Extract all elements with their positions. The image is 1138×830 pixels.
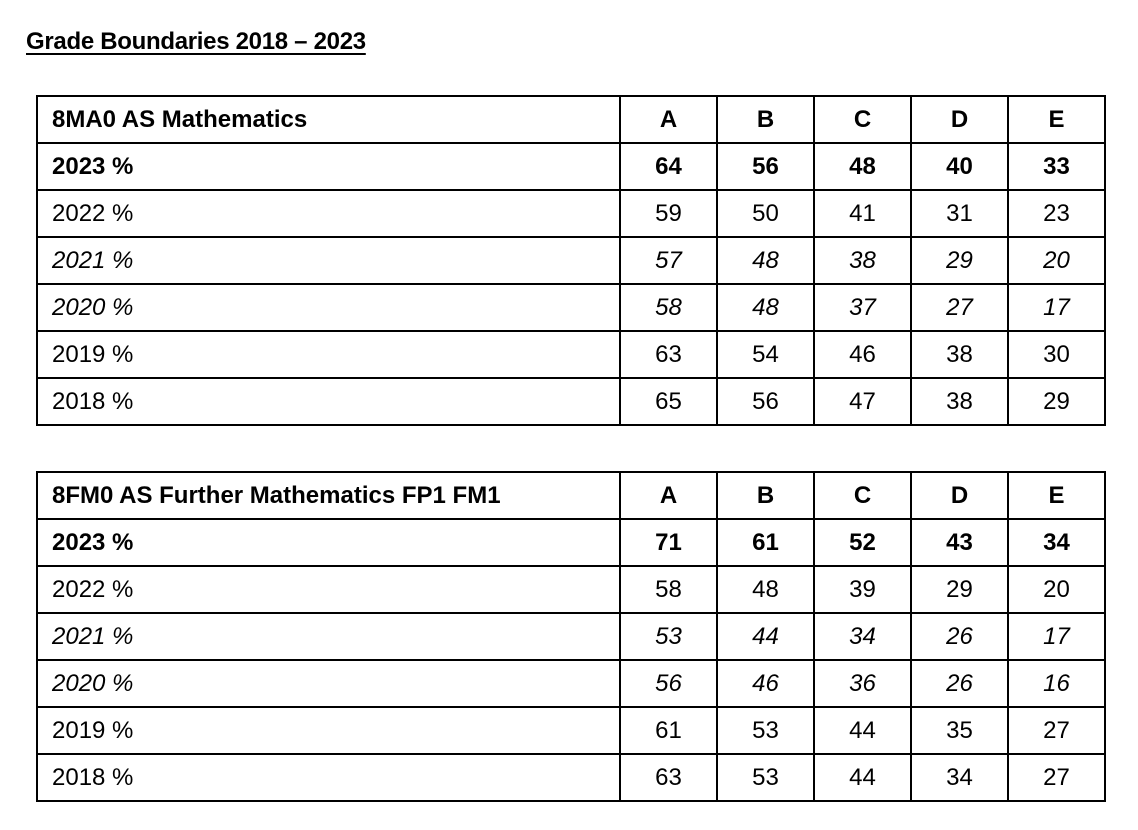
grade-header: B (717, 96, 814, 143)
boundary-value: 26 (911, 660, 1008, 707)
boundary-value: 65 (620, 378, 717, 425)
boundary-value: 57 (620, 237, 717, 284)
grade-header: C (814, 472, 911, 519)
boundary-value: 23 (1008, 190, 1105, 237)
grade-header: C (814, 96, 911, 143)
table-row (37, 566, 1105, 613)
table-row (37, 707, 1105, 754)
grade-header: A (620, 96, 717, 143)
boundary-value: 34 (911, 754, 1008, 801)
boundary-value: 33 (1008, 143, 1105, 190)
boundary-value: 36 (814, 660, 911, 707)
year-label: 2022 % (37, 566, 620, 613)
boundary-value: 16 (1008, 660, 1105, 707)
grade-table-8ma0 (36, 95, 1106, 426)
year-label: 2021 % (37, 613, 620, 660)
boundary-value: 48 (814, 143, 911, 190)
year-label: 2021 % (37, 237, 620, 284)
boundary-value: 35 (911, 707, 1008, 754)
year-label: 2022 % (37, 190, 620, 237)
table-header-row (37, 96, 1105, 143)
boundary-value: 53 (717, 754, 814, 801)
boundary-value: 20 (1008, 566, 1105, 613)
table-title: 8MA0 AS Mathematics (37, 96, 620, 143)
grade-table-8fm0 (36, 471, 1106, 802)
boundary-value: 48 (717, 284, 814, 331)
boundary-value: 27 (911, 284, 1008, 331)
boundary-value: 58 (620, 566, 717, 613)
boundary-value: 44 (717, 613, 814, 660)
boundary-value: 48 (717, 566, 814, 613)
boundary-value: 27 (1008, 754, 1105, 801)
table-row (37, 519, 1105, 566)
boundary-value: 56 (717, 143, 814, 190)
year-label: 2020 % (37, 660, 620, 707)
boundary-value: 61 (717, 519, 814, 566)
boundary-value: 56 (620, 660, 717, 707)
boundary-value: 17 (1008, 284, 1105, 331)
table-row (37, 237, 1105, 284)
boundary-value: 63 (620, 754, 717, 801)
table-row (37, 190, 1105, 237)
boundary-value: 48 (717, 237, 814, 284)
boundary-value: 50 (717, 190, 814, 237)
boundary-value: 63 (620, 331, 717, 378)
year-label: 2023 % (37, 143, 620, 190)
table-row (37, 284, 1105, 331)
grade-header: D (911, 96, 1008, 143)
year-label: 2019 % (37, 331, 620, 378)
boundary-value: 44 (814, 707, 911, 754)
boundary-value: 27 (1008, 707, 1105, 754)
boundary-value: 30 (1008, 331, 1105, 378)
table-title: 8FM0 AS Further Mathematics FP1 FM1 (37, 472, 620, 519)
boundary-value: 26 (911, 613, 1008, 660)
boundary-value: 38 (911, 331, 1008, 378)
table-row (37, 754, 1105, 801)
grade-header: D (911, 472, 1008, 519)
boundary-value: 34 (814, 613, 911, 660)
boundary-value: 37 (814, 284, 911, 331)
boundary-value: 29 (911, 566, 1008, 613)
boundary-value: 39 (814, 566, 911, 613)
year-label: 2019 % (37, 707, 620, 754)
boundary-value: 46 (814, 331, 911, 378)
year-label: 2018 % (37, 754, 620, 801)
boundary-value: 46 (717, 660, 814, 707)
boundary-value: 29 (1008, 378, 1105, 425)
boundary-value: 31 (911, 190, 1008, 237)
boundary-value: 71 (620, 519, 717, 566)
boundary-value: 53 (717, 707, 814, 754)
table-row (37, 331, 1105, 378)
boundary-value: 17 (1008, 613, 1105, 660)
grade-header: B (717, 472, 814, 519)
table-row (37, 143, 1105, 190)
boundary-value: 43 (911, 519, 1008, 566)
boundary-value: 54 (717, 331, 814, 378)
boundary-value: 61 (620, 707, 717, 754)
table-row (37, 378, 1105, 425)
boundary-value: 40 (911, 143, 1008, 190)
year-label: 2023 % (37, 519, 620, 566)
boundary-value: 56 (717, 378, 814, 425)
boundary-value: 38 (814, 237, 911, 284)
boundary-value: 53 (620, 613, 717, 660)
page-title: Grade Boundaries 2018 – 2023 (26, 28, 366, 55)
table-row (37, 613, 1105, 660)
boundary-value: 64 (620, 143, 717, 190)
grade-header: A (620, 472, 717, 519)
year-label: 2018 % (37, 378, 620, 425)
table-row (37, 660, 1105, 707)
boundary-value: 59 (620, 190, 717, 237)
boundary-value: 38 (911, 378, 1008, 425)
boundary-value: 44 (814, 754, 911, 801)
grade-header: E (1008, 96, 1105, 143)
boundary-value: 58 (620, 284, 717, 331)
boundary-value: 47 (814, 378, 911, 425)
boundary-value: 20 (1008, 237, 1105, 284)
boundary-value: 34 (1008, 519, 1105, 566)
table-header-row (37, 472, 1105, 519)
boundary-value: 29 (911, 237, 1008, 284)
grade-header: E (1008, 472, 1105, 519)
boundary-value: 52 (814, 519, 911, 566)
year-label: 2020 % (37, 284, 620, 331)
boundary-value: 41 (814, 190, 911, 237)
